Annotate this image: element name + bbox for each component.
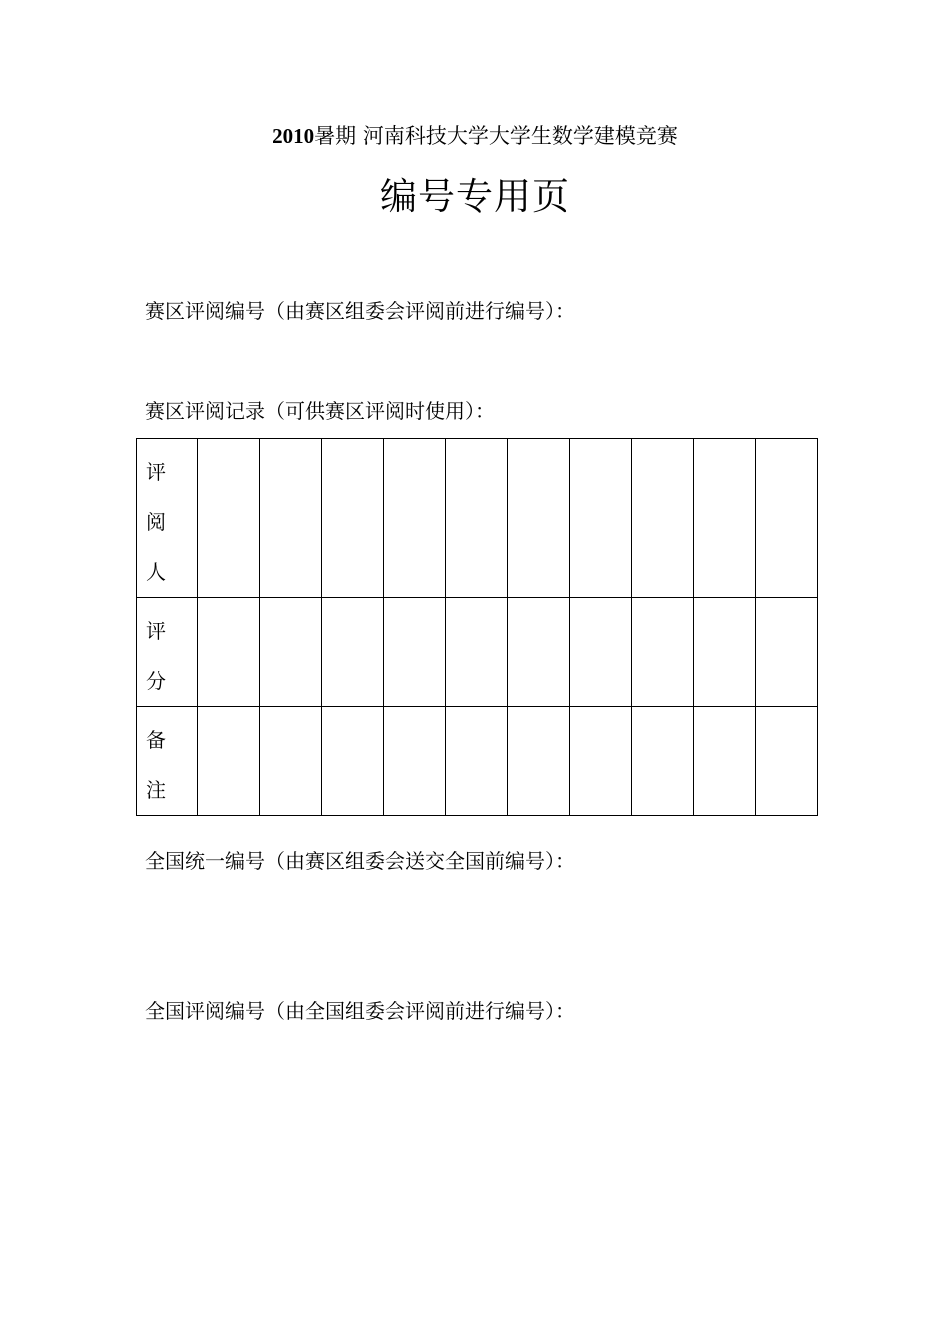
competition-year: 2010 [272, 124, 315, 148]
remark-cell[interactable] [694, 707, 756, 816]
remark-cell[interactable] [446, 707, 508, 816]
row-header-char: 分 [146, 669, 166, 693]
row-header-char: 注 [146, 778, 166, 802]
table-row-remark [137, 707, 818, 816]
zone-review-number-label: 赛区评阅编号（由赛区组委会评阅前进行编号）： [145, 299, 575, 323]
remark-cell[interactable] [198, 707, 260, 816]
reviewer-cell[interactable] [508, 439, 570, 598]
row-header-score [137, 598, 198, 707]
national-review-number-label: 全国评阅编号（由全国组委会评阅前进行编号）： [145, 999, 575, 1023]
table-row-score [137, 598, 818, 707]
competition-heading [0, 122, 950, 150]
reviewer-cell[interactable] [570, 439, 632, 598]
score-cell[interactable] [694, 598, 756, 707]
reviewer-cell[interactable] [384, 439, 446, 598]
remark-cell[interactable] [632, 707, 694, 816]
row-header-char: 评 [146, 460, 166, 484]
competition-name: 暑期 河南科技大学大学生数学建模竞赛 [314, 124, 678, 148]
reviewer-cell[interactable] [322, 439, 384, 598]
row-header-remark [137, 707, 198, 816]
reviewer-cell[interactable] [632, 439, 694, 598]
score-cell[interactable] [322, 598, 384, 707]
score-cell[interactable] [384, 598, 446, 707]
row-header-char: 人 [146, 560, 166, 584]
score-cell[interactable] [260, 598, 322, 707]
row-header-char: 备 [146, 728, 166, 752]
page-title: 编号专用页 [380, 175, 570, 218]
zone-review-record-label: 赛区评阅记录（可供赛区评阅时使用）： [145, 399, 495, 423]
reviewer-cell[interactable] [198, 439, 260, 598]
remark-cell[interactable] [322, 707, 384, 816]
remark-cell[interactable] [260, 707, 322, 816]
reviewer-cell[interactable] [260, 439, 322, 598]
row-header-char: 阅 [146, 510, 166, 534]
reviewer-cell[interactable] [694, 439, 756, 598]
national-unified-number-label: 全国统一编号（由赛区组委会送交全国前编号）： [145, 849, 575, 873]
score-cell[interactable] [446, 598, 508, 707]
score-cell[interactable] [198, 598, 260, 707]
reviewer-cell[interactable] [756, 439, 818, 598]
score-cell[interactable] [756, 598, 818, 707]
score-cell[interactable] [632, 598, 694, 707]
review-record-table [136, 438, 818, 816]
remark-cell[interactable] [570, 707, 632, 816]
score-cell[interactable] [508, 598, 570, 707]
row-header-reviewer [137, 439, 198, 598]
remark-cell[interactable] [508, 707, 570, 816]
remark-cell[interactable] [756, 707, 818, 816]
score-cell[interactable] [570, 598, 632, 707]
remark-cell[interactable] [384, 707, 446, 816]
reviewer-cell[interactable] [446, 439, 508, 598]
row-header-char: 评 [146, 619, 166, 643]
table-row-reviewer [137, 439, 818, 598]
